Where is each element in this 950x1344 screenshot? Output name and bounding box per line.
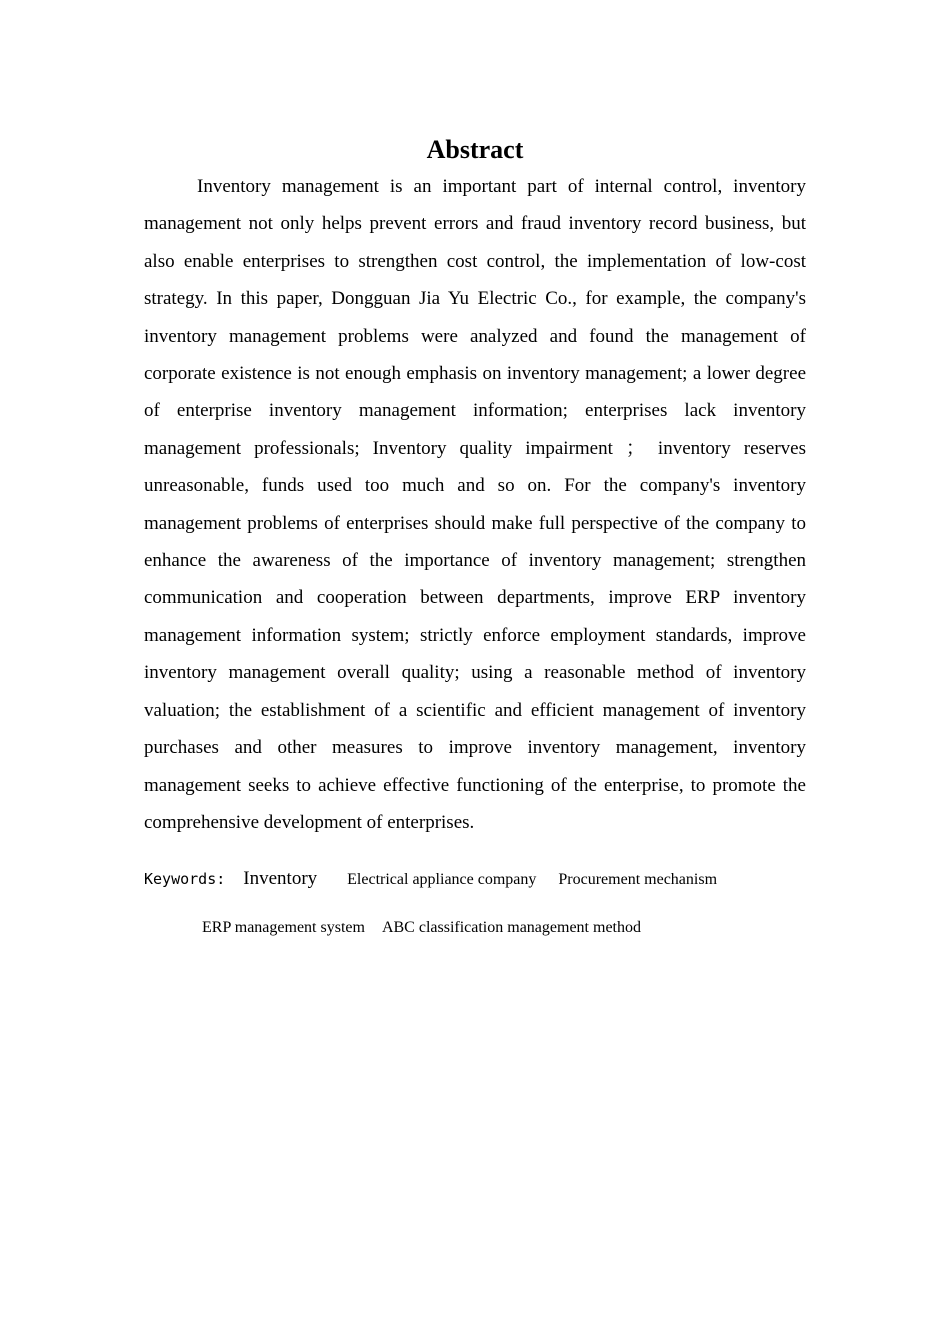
keyword-item: Electrical appliance company	[347, 871, 537, 888]
keywords-label: Keywords:	[144, 870, 226, 888]
keyword-item: Inventory	[243, 868, 318, 889]
keywords-line-2	[202, 919, 822, 937]
keyword-item: Procurement mechanism	[558, 871, 718, 888]
abstract-body: Inventory management is an important part of internal control, inventory management not only helps prevent errors and fraud inventory record business, but also enable enterprises to strengthen cost control, the implementation of low-cost strategy. In this paper, Dongguan Jia Yu Electric Co., for example, the company's inventory management problems were analyzed and found the management of corporate existence is not enough emphasis on inventory management; a lower degree of enterprise inventory management information; enterprises lack inventory management professionals; Inventory quality impairment ； inventory reserves unreasonable, funds used too much and so on. For the company's inventory management problems of enterprises should make full perspective of the company to enhance the awareness of the importance of inventory management; strengthen communication and cooperation between departments, improve ERP inventory management information system; strictly enforce employment standards, improve inventory management overall quality; using a reasonable method of inventory valuation; the establishment of a scientific and efficient management of inventory purchases and other measures to improve inventory management, inventory management seeks to achieve effective functioning of the enterprise, to promote the comprehensive development of enterprises.	[144, 176, 806, 833]
keyword-item: ERP management system	[202, 919, 365, 936]
abstract-heading: Abstract	[426, 135, 524, 164]
keywords-line-1	[144, 868, 824, 898]
keyword-item: ABC classification management method	[381, 919, 641, 936]
